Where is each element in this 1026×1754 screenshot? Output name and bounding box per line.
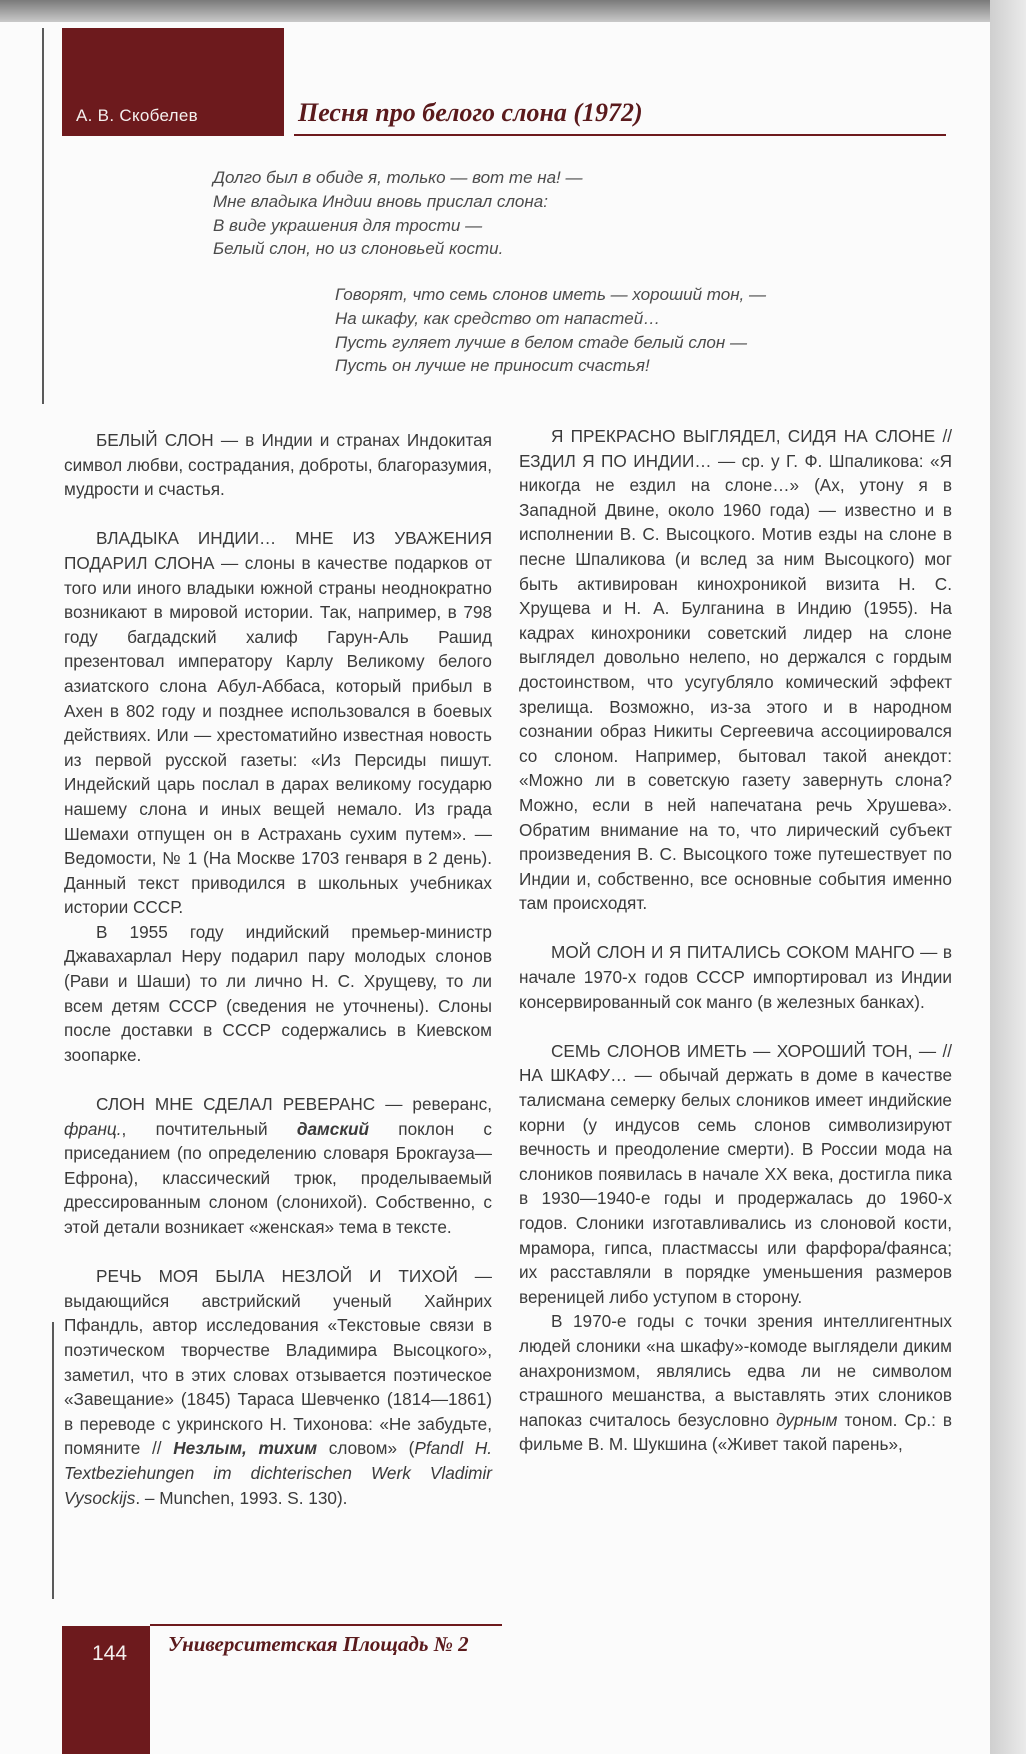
journal-title: Университетская Площадь № 2 — [168, 1632, 469, 1656]
author-name: А. В. Скобелев — [76, 106, 198, 125]
author-block — [62, 28, 284, 136]
paragraph: БЕЛЫЙ СЛОН — в Индии и странах Индокитая символ любви, сострадания, доброты, благоразумия, мудрости и счастья. — [64, 430, 493, 500]
text-run: СЛОН МНЕ СДЕЛАЛ РЕВЕРАНС — реверанс, — [96, 1094, 492, 1115]
poem-line: Говорят, что семь слонов иметь — хороший тон, — — [335, 285, 767, 304]
poem-line: Пусть гуляет лучше в белом стаде белый слон — — [335, 332, 747, 352]
text-run: , почтительный — [121, 1118, 297, 1139]
poem-line: Белый слон, но из слоновьей кости. — [213, 239, 504, 259]
text-run-bold: дамский — [296, 1118, 370, 1139]
right-column — [519, 424, 952, 1457]
footer-rule — [150, 1624, 502, 1626]
paragraph — [519, 1309, 952, 1457]
poem-line: Долго был в обиде я, только — вот те на! — — [213, 168, 583, 187]
page-number-block — [62, 1626, 150, 1754]
left-margin-rule-lower — [52, 1322, 54, 1599]
paragraph: В 1955 году индийский премьер-министр Джавахарлал Неру подарил пару молодых слонов (Рави и Шаши) то ли лично Н. С. Хрущеву, то ли всем детям СССР (сведения не уточнены). Слоны после доставки в СССР содержались в Киевском зоопарке. — [64, 921, 492, 1065]
text-run-italic: Pfandl H. Textbeziehungen im dichterischen Werk Vladimir Vysockijs — [64, 1438, 493, 1508]
paragraph — [64, 1092, 492, 1240]
poem-line: Мне владыка Индии вновь прислал слона: — [213, 191, 548, 211]
text-run: . – Munchen, 1993. S. 130). — [135, 1487, 348, 1508]
paragraph: Я ПРЕКРАСНО ВЫГЛЯДЕЛ, СИДЯ НА СЛОНЕ // ЕЗДИЛ Я ПО ИНДИИ… — ср. у Г. Ф. Шпаликова: «Я никогда не ездил на слоне…» (Ах, утону я в Западной Двине, около 1960 года) — известно и в исполнении В. С. Высоцкого. Мотив езды на слоне в песне Шпаликова (и вслед за ним Высоцкого) мог быть активирован кинохроникой визита Н. С. Хрущева и Н. А. Булганина в Индию (1955). На кадрах кинохроники советский лидер на слоне выглядел довольно нелепо, но держался с гордым достоинством, что усугубляло комический эффект зрелища. Возможно, из-за этого и в народном сознании образ Никиты Сергеевича ассоциировался со слоном. Например, бытовал такой анекдот: «Можно ли в советскую газету завернуть слона? Можно, если в ней напечатана речь Хрушева». Обратим внимание на то, что лирический субъект произведения В. С. Высоцкого тоже путешествует по Индии и, собственно, все основные события именно там происходят. — [519, 426, 952, 914]
text-run: тоном. Ср.: в фильме В. М. Шукшина («Живет такой парень», — [519, 1409, 953, 1455]
text-run: РЕЧЬ МОЯ БЫЛА НЕЗЛОЙ И ТИХОЙ — выдающийся австрийский ученый Хайнрих Пфандль, автор исследования «Текстовые связи в поэтическом творчестве Владимира Высоцкого», заметил, что в этих словах отзывается поэтическое «Завещание» (1845) Тараса Шевченко (1814—1861) в переводе с укринского Н. Тихонова: «Не забудьте, помяните // — [64, 1266, 492, 1459]
header-rule — [294, 134, 946, 136]
poem-line: На шкафу, как средство от напастей… — [335, 308, 661, 328]
poem-stanza-1 — [213, 166, 583, 261]
text-run: поклон с приседанием (по определению словаря Брокгауза—Ефрона), классический трюк, проделываемый дрессированным слоном (слонихой). Собственно, с этой детали возникает «женская» тема в тексте. — [64, 1118, 492, 1237]
poem-line: Пусть он лучше не приносит счастья! — [335, 356, 650, 376]
text-run-bold: Незлым, тихим — [173, 1438, 318, 1459]
poem-line: В виде украшения для трости — — [213, 215, 483, 235]
text-run: В 1970-е годы с точки зрения интеллигентных людей слоники «на шкафу»-комоде выглядели диким анахронизмом, являлись едва ли не символом страшного мешанства, а выставлять этих слоников напоказ считалось безусловно — [519, 1311, 952, 1430]
text-run: словом» ( — [317, 1438, 415, 1459]
paragraph: ВЛАДЫКА ИНДИИ… МНЕ ИЗ УВАЖЕНИЯ ПОДАРИЛ СЛОНА — слоны в качестве подарков от того или иного владыки южной страны неоднократно возникают в мировой истории. Так, например, в 798 году багдадский халиф Гарун-Аль Рашид презентовал императору Карлу Великому белого азиатского слона Абул-Аббаса, который прибыл в Ахен в 802 году и позднее использовался в боевых действиях. Или — хрестоматийно известная новость из первой русской газеты: «Из Персиды пишут. Индейский царь послал в дарах великому государю нашему слона и иных вещей немало. Из града Шемахи отпущен он в Астрахань сухим путем». — Ведомости, № 1 (На Москве 1703 генваря в 2 день). Данный текст приводился в школьных учебниках истории СССР. — [64, 528, 492, 918]
scan-top-edge — [0, 0, 1026, 22]
poem-stanza-2 — [335, 283, 766, 378]
scan-right-edge — [990, 0, 1026, 1754]
left-column — [64, 428, 492, 1510]
paragraph: СЕМЬ СЛОНОВ ИМЕТЬ — ХОРОШИЙ ТОН, — // НА ШКАФУ… — обычай держать в доме в качестве талисмана семерку белых слоников имеет индийские корни (у индусов семь слонов символизируют вечность и преодоление смерти). В России мода на слоников появилась в начале ХХ века, достигла пика в 1930—1940-е годы и продержалась до 1960-х годов. Слоники изготавливались из слоновой кости, мрамора, гипса, пластмассы или фарфора/фаянса; их расставляли в порядке уменьшения размеров вереницей либо уступом в сторону. — [519, 1040, 952, 1307]
page-title: Песня про белого слона (1972) — [298, 98, 643, 127]
text-run-italic: дурным — [776, 1409, 838, 1430]
paragraph: МОЙ СЛОН И Я ПИТАЛИСЬ СОКОМ МАНГО — в начале 1970-х годов СССР импортировал из Индии консервированный сок манго (в железных банках). — [519, 942, 952, 1012]
page-number: 144 — [92, 1642, 128, 1665]
paragraph — [64, 1264, 492, 1510]
left-margin-rule — [42, 28, 44, 404]
text-run-italic: франц. — [64, 1118, 122, 1139]
